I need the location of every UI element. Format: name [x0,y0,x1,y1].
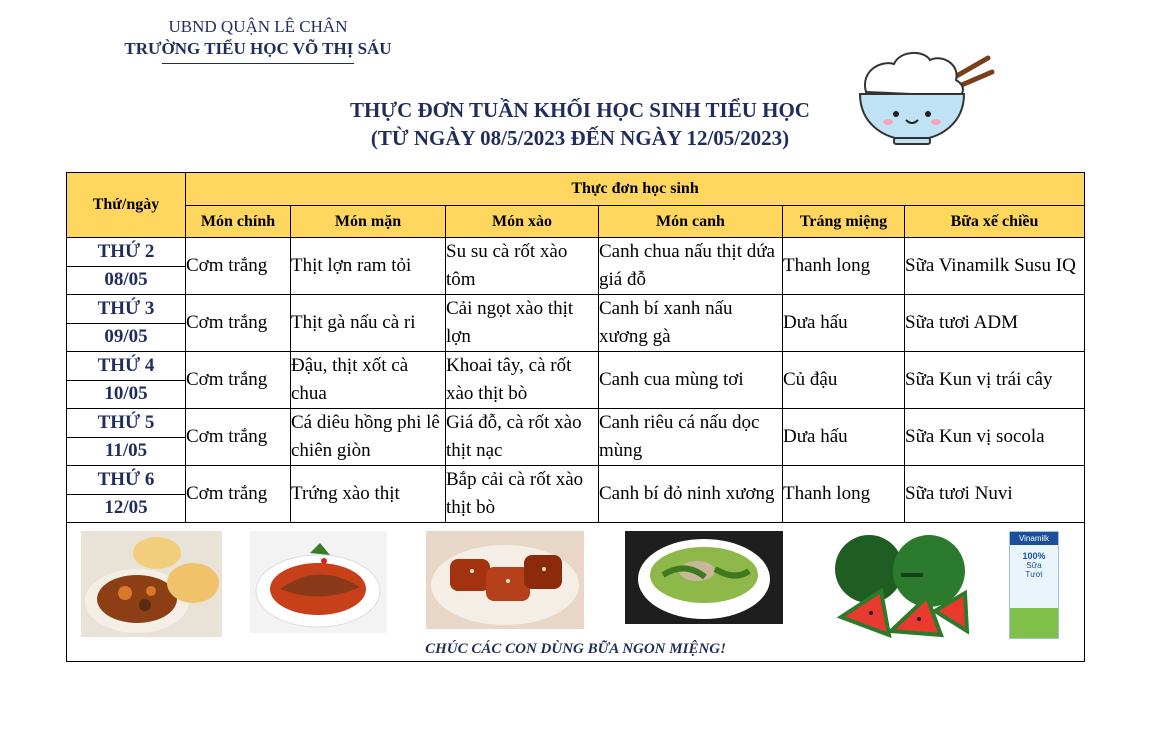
table-row [67,295,1085,324]
afternoon-snack: Sữa Kun vị trái cây [905,352,1085,409]
watermelon-photo [831,531,969,641]
header-underline [162,63,354,64]
group-header: Thực đơn học sinh [186,173,1085,206]
dessert: Dưa hấu [783,409,905,466]
afternoon-snack: Sữa Kun vị socola [905,409,1085,466]
soup-dish: Canh chua nấu thịt dứa giá đỗ [599,238,783,295]
curry-bread-photo [81,531,222,637]
milk-percent: 100% [1022,551,1046,561]
dessert: Thanh long [783,238,905,295]
milk-carton-grass [1010,608,1058,638]
col-header-dessert: Tráng miệng [783,206,905,238]
stirfry-dish: Khoai tây, cà rốt xào thịt bò [446,352,599,409]
weekday: THỨ 2 [67,238,186,267]
salty-dish: Cá diêu hồng phi lê chiên giòn [291,409,446,466]
slogan: CHÚC CÁC CON DÙNG BỮA NGON MIỆNG! [425,641,726,657]
dessert: Củ đậu [783,352,905,409]
milk-label-2: Tươi [1025,570,1043,579]
main-dish: Cơm trắng [186,409,291,466]
dessert: Thanh long [783,466,905,523]
date: 11/05 [67,437,186,466]
date: 08/05 [67,266,186,295]
menu-title [300,96,860,152]
col-header-salty: Món mặn [291,206,446,238]
weekday: THỨ 4 [67,352,186,381]
salty-dish: Đậu, thịt xốt cà chua [291,352,446,409]
salty-dish: Thịt lợn ram tỏi [291,238,446,295]
school-name: TRƯỜNG TIỂU HỌC VÕ THỊ SÁU [124,39,392,58]
afternoon-snack: Sữa Vinamilk Susu IQ [905,238,1085,295]
soup-dish: Canh cua mùng tơi [599,352,783,409]
menu-title-line1: THỰC ĐƠN TUẦN KHỐI HỌC SINH TIỂU HỌC [350,98,810,122]
school-header [108,16,408,64]
salty-dish: Thịt gà nấu cà ri [291,295,446,352]
table-row [67,466,1085,495]
weekday: THỨ 3 [67,295,186,324]
col-header-snack: Bữa xế chiều [905,206,1085,238]
rice-bowl-illustration [838,30,1013,150]
dessert: Dưa hấu [783,295,905,352]
col-header-stirfry: Món xào [446,206,599,238]
afternoon-snack: Sữa tươi Nuvi [905,466,1085,523]
weekday: THỨ 6 [67,466,186,495]
menu-title-line2: (TỪ NGÀY 08/5/2023 ĐẾN NGÀY 12/05/2023) [370,126,790,150]
fish-sauce-photo [250,531,387,633]
food-photo-strip [67,523,1085,662]
stirfry-dish: Bắp cải cà rốt xào thịt bò [446,466,599,523]
vegetable-soup-photo [625,531,783,624]
weekly-menu-table [66,172,1085,662]
date: 10/05 [67,380,186,409]
col-header-soup: Món canh [599,206,783,238]
milk-label-1: Sữa [1026,561,1042,570]
fresh-milk-carton-photo [1009,531,1059,639]
afternoon-snack: Sữa tươi ADM [905,295,1085,352]
date: 09/05 [67,323,186,352]
main-dish: Cơm trắng [186,238,291,295]
milk-brand: Vinamilk [1010,532,1058,545]
stirfry-dish: Giá đỗ, cà rốt xào thịt nạc [446,409,599,466]
main-dish: Cơm trắng [186,295,291,352]
col-header-day: Thứ/ngày [67,173,186,238]
table-row [67,352,1085,381]
soup-dish: Canh bí xanh nấu xương gà [599,295,783,352]
table-row [67,238,1085,267]
salty-dish: Trứng xào thịt [291,466,446,523]
soup-dish: Canh bí đỏ ninh xương [599,466,783,523]
main-dish: Cơm trắng [186,352,291,409]
weekday: THỨ 5 [67,409,186,438]
district-name: UBND QUẬN LÊ CHÂN [168,17,348,36]
stirfry-dish: Su su cà rốt xào tôm [446,238,599,295]
stirfry-dish: Cải ngọt xào thịt lợn [446,295,599,352]
braised-meat-photo [426,531,584,629]
date: 12/05 [67,494,186,523]
col-header-main: Món chính [186,206,291,238]
table-row [67,409,1085,438]
main-dish: Cơm trắng [186,466,291,523]
soup-dish: Canh riêu cá nấu dọc mùng [599,409,783,466]
